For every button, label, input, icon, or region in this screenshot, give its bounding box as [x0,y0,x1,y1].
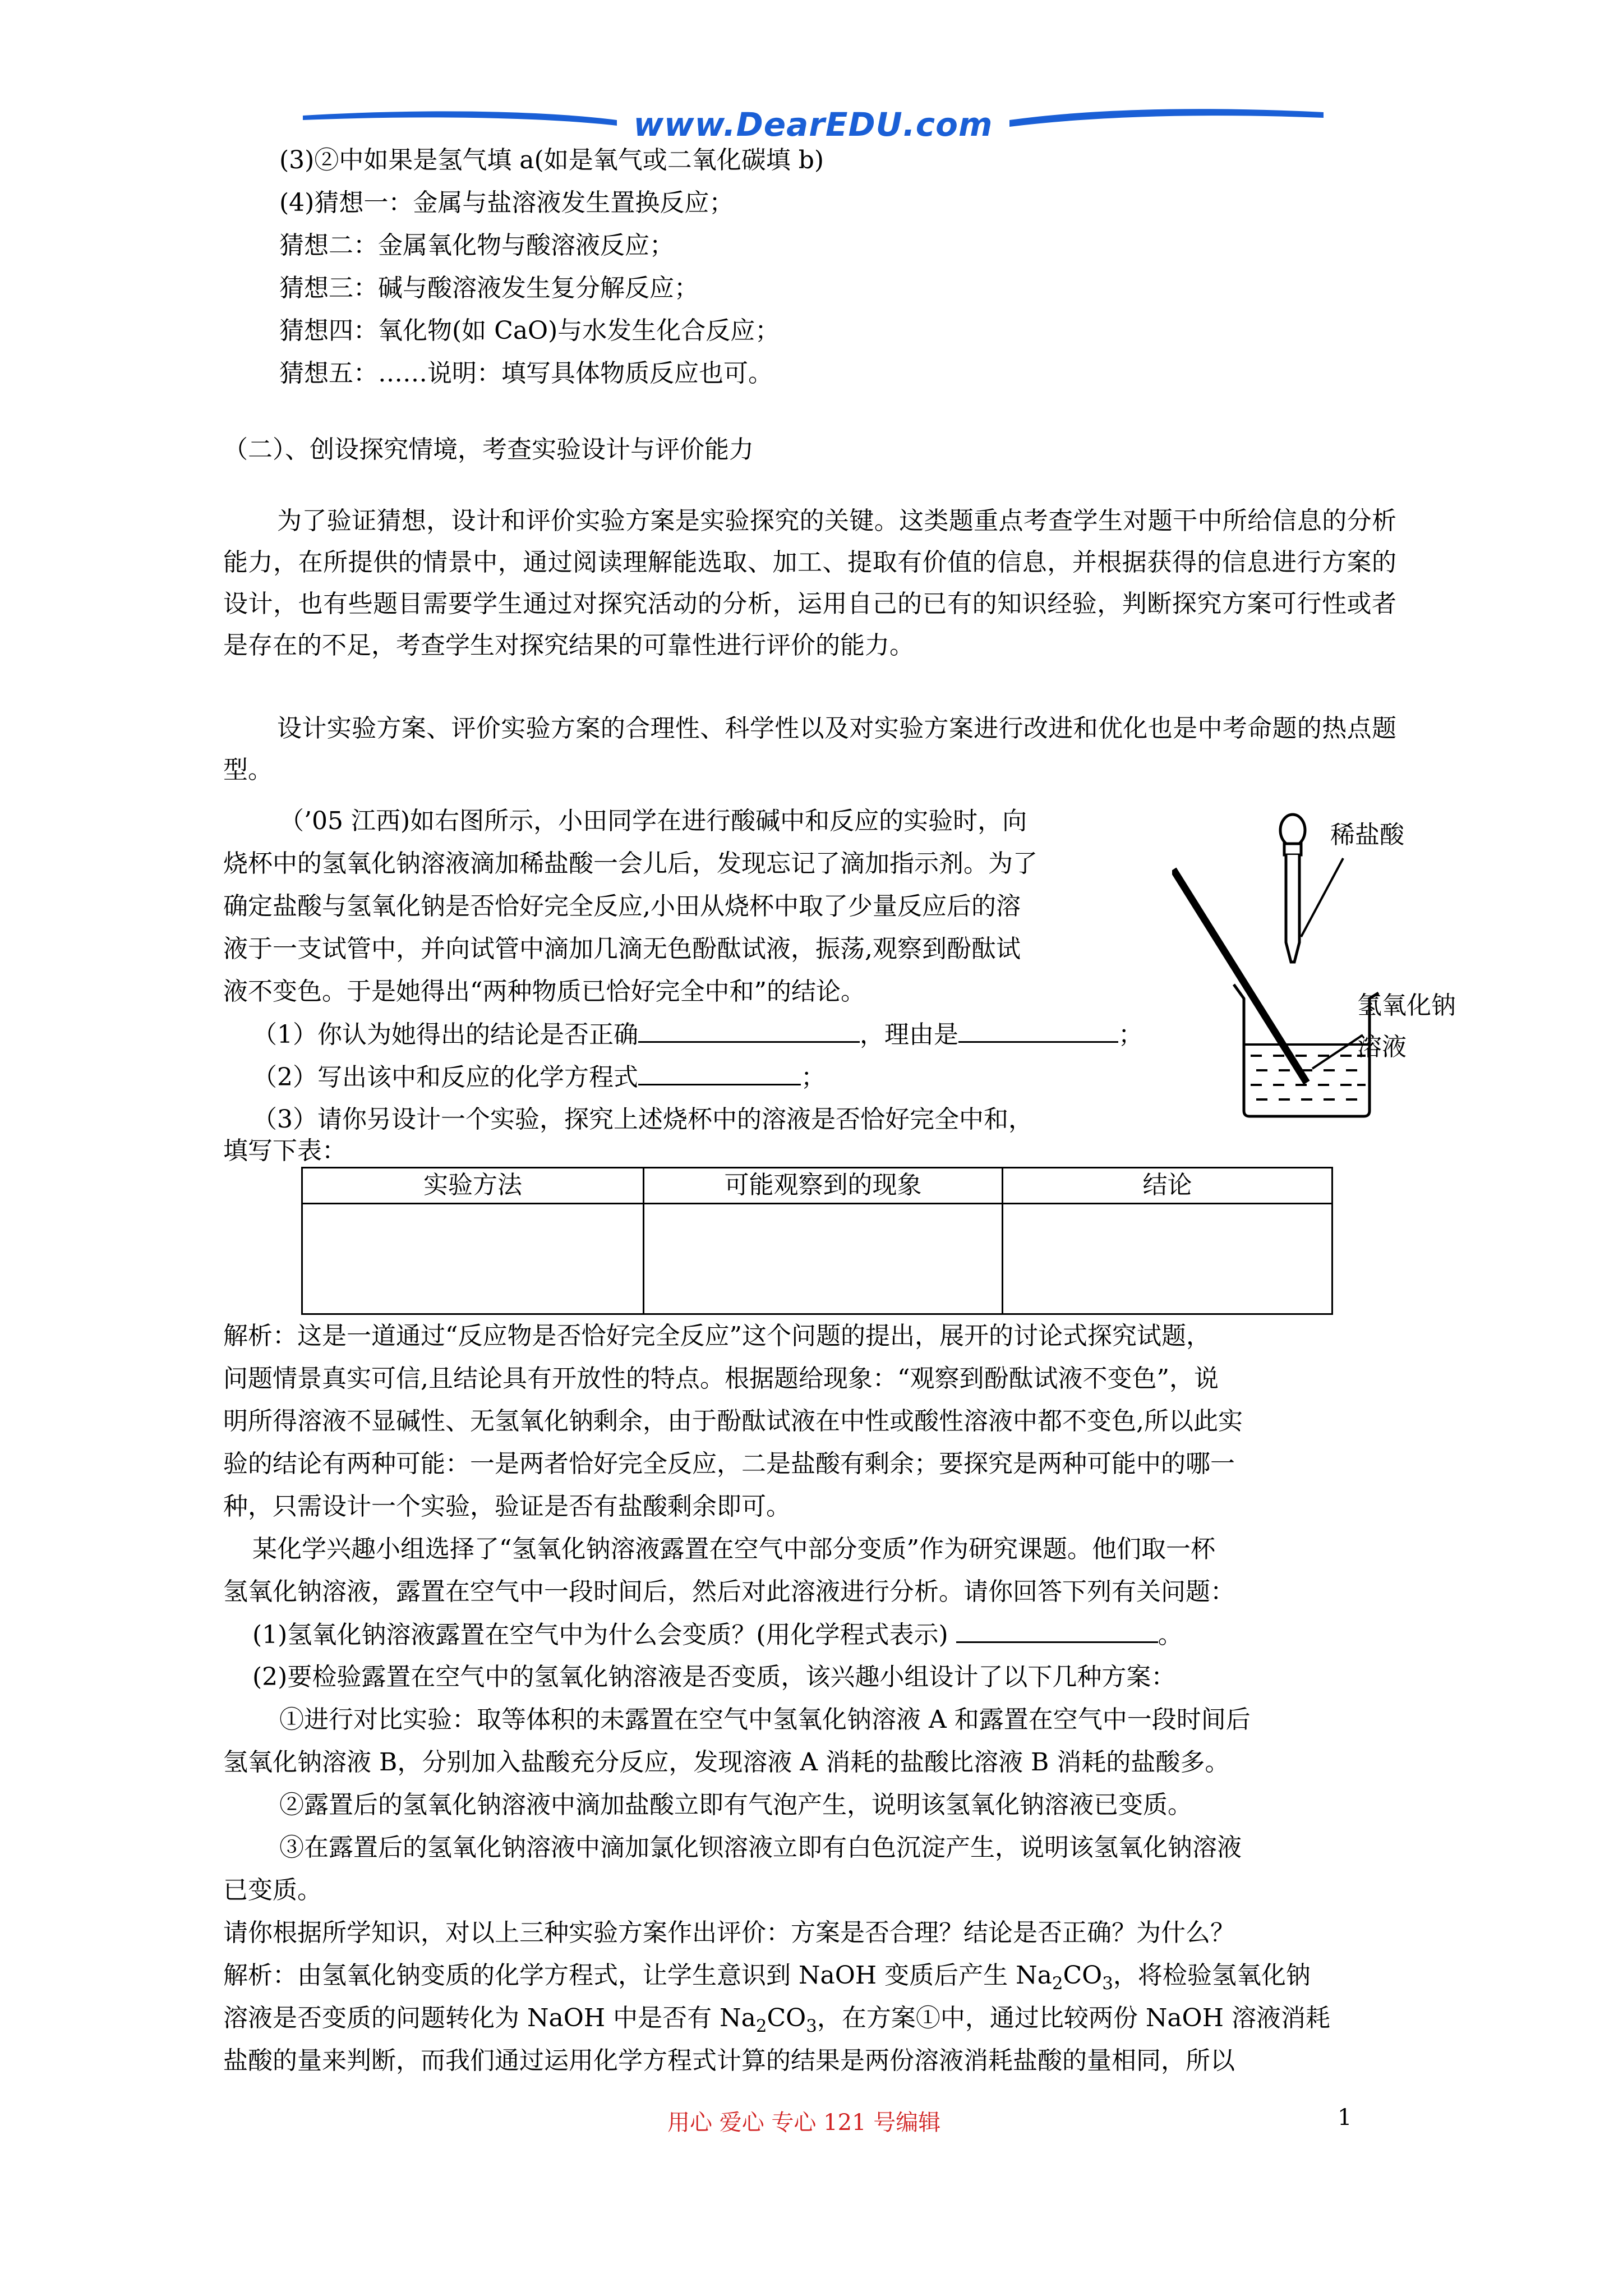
question-1-reason: ，理由是 [860,1020,958,1049]
analysis-line: 验的结论有两种可能：一是两者恰好完全反应，二是盐酸有剩余；要探究是两种可能中的哪一 [223,1450,1235,1478]
final-analysis-line-1 [223,1960,1311,1999]
question-3: （3）请你另设计一个实验，探究上述烧杯中的溶液是否恰好完全中和， [252,1105,1033,1134]
hotspot-paragraph: 设计实验方案、评价实验方案的合理性、科学性以及对实验方案进行改进和优化也是中考命题的热点题型。 [223,714,1396,784]
answer-blank[interactable] [958,1019,1118,1043]
table-cell-phenomenon[interactable] [644,1204,1003,1313]
subscript: 2 [755,2016,767,2036]
site-url[interactable]: www.DearEDU.com [633,105,993,144]
example-line: （’05 江西)如右图所示，小田同学在进行酸碱中和反应的实验时，向 [279,807,1027,835]
analysis-line: 问题情景真实可信,且结论具有开放性的特点。根据题给现象：“观察到酚酞试液不变色”，说 [223,1364,1219,1393]
beaker-figure [1172,802,1486,1150]
final-analysis-line-2 [223,2003,1330,2042]
table-header-conclusion: 结论 [1003,1168,1331,1204]
group-question-1-end: 。 [1158,1621,1183,1649]
label-solution: 溶液 [1357,1033,1407,1061]
plan-line: ③在露置后的氢氧化钠溶液中滴加氯化钡溶液立即有白色沉淀产生，说明该氢氧化钠溶液 [279,1833,1242,1862]
example-line: 液于一支试管中，并向试管中滴加几滴无色酚酞试液，振荡,观察到酚酞试 [223,935,1021,963]
group-line: 某化学兴趣小组选择了“氢氧化钠溶液露置在空气中部分变质”作为研究课题。他们取一杯 [252,1535,1215,1563]
footer-text: 用心 爱心 专心 121 号编辑 [667,2110,941,2136]
guess-line-4: 猜想四：氧化物(如 CaO)与水发生化合反应； [279,316,780,345]
plan-line: 请你根据所学知识，对以上三种实验方案作出评价：方案是否合理？结论是否正确？为什么？ [223,1918,1235,1947]
plan-line: 氢氧化钠溶液 B，分别加入盐酸充分反应，发现溶液 A 消耗的盐酸比溶液 B 消耗的盐酸多。 [223,1748,1230,1777]
answer-blank[interactable] [638,1019,860,1043]
plan-line: 已变质。 [223,1876,322,1904]
group-question-1 [252,1619,1183,1651]
subscript: 3 [1102,1973,1113,1994]
site-header [303,101,1324,151]
final-analysis-line-3: 盐酸的量来判断，而我们通过运用化学方程式计算的结果是两份溶液消耗盐酸的量相同，所以 [223,2046,1235,2075]
group-line: 氢氧化钠溶液，露置在空气中一段时间后，然后对此溶液进行分析。请你回答下列有关问题： [223,1577,1235,1606]
answer-line-4: (4)猜想一：金属与盐溶液发生置换反应； [279,188,734,217]
final-text: 解析：由氢氧化钠变质的化学方程式，让学生意识到 NaOH 变质后产生 Na [223,1961,1052,1990]
table-cell-method[interactable] [303,1204,644,1313]
subscript: 2 [1052,1973,1063,1994]
guess-line-3: 猜想三：碱与酸溶液发生复分解反应； [279,274,699,302]
guess-line-2: 猜想二：金属氧化物与酸溶液反应； [279,231,674,260]
final-text: ，在方案①中，通过比较两份 NaOH 溶液消耗 [817,2004,1330,2032]
question-1-end: ； [1118,1020,1143,1049]
question-1 [252,1019,1143,1051]
question-1-text: （1）你认为她得出的结论是否正确 [252,1020,638,1049]
question-3-tail: 填写下表： [223,1137,347,1165]
example-line: 烧杯中的氢氧化钠溶液滴加稀盐酸一会儿后，发现忘记了滴加指示剂。为了 [223,849,1038,878]
subscript: 3 [806,2016,817,2036]
section-heading: （二）、创设探究情境，考查实验设计与评价能力 [223,435,754,464]
final-text: ，将检验氢氧化钠 [1113,1961,1311,1990]
group-question-2: (2)要检验露置在空气中的氢氧化钠溶液是否变质，该兴趣小组设计了以下几种方案： [252,1663,1176,1691]
label-naoh: 氢氧化钠 [1357,991,1456,1020]
label-dilute-hcl: 稀盐酸 [1330,821,1404,849]
final-text: 溶液是否变质的问题转化为 NaOH 中是否有 Na [223,2004,756,2032]
analysis-line: 种，只需设计一个实验，验证是否有盐酸剩余即可。 [223,1492,791,1521]
example-line: 液不变色。于是她得出“两种物质已恰好完全中和”的结论。 [223,977,865,1006]
intro-paragraph: 为了验证猜想，设计和评价实验方案是实验探究的关键。这类题重点考查学生对题干中所给信息的分析能力，在所提供的情景中，通过阅读理解能选取、加工、提取有价值的信息，并根据获得的信息进行方案的设计，也有些题目需要学生通过对探究活动的分析，运用自己的已有的知识经验，判断探究方案可行性或者是存在的不足，考查学生对探究结果的可靠性进行评价的能力。 [223,507,1396,660]
final-text: CO [767,2004,806,2032]
page-number: 1 [1338,2105,1352,2131]
answer-blank[interactable] [638,1061,801,1085]
answer-line-3: (3)②中如果是氢气填 a(如是氧气或二氧化碳填 b) [279,146,824,174]
analysis-line: 明所得溶液不显碱性、无氢氧化钠剩余，由于酚酞试液在中性或酸性溶液中都不变色,所以此实 [223,1407,1243,1435]
question-2-text: （2）写出该中和反应的化学方程式 [252,1063,638,1092]
table-cell-conclusion[interactable] [1003,1204,1331,1313]
plan-line: ①进行对比实验：取等体积的未露置在空气中氢氧化钠溶液 A 和露置在空气中一段时间后 [279,1705,1251,1734]
final-text: CO [1063,1961,1103,1990]
example-line: 确定盐酸与氢氧化钠是否恰好完全反应,小田从烧杯中取了少量反应后的溶 [223,892,1021,921]
table-header-method: 实验方法 [303,1168,644,1204]
guess-line-5: 猜想五：……说明：填写具体物质反应也可。 [279,359,773,388]
table-header-phenomenon: 可能观察到的现象 [644,1168,1003,1204]
answer-blank[interactable] [956,1619,1158,1643]
experiment-table [301,1167,1333,1315]
question-2 [252,1061,826,1093]
analysis-line: 解析：这是一道通过“反应物是否恰好完全反应”这个问题的提出，展开的讨论式探究试题， [223,1322,1211,1350]
question-2-end: ； [801,1063,826,1092]
plan-line: ②露置后的氢氧化钠溶液中滴加盐酸立即有气泡产生，说明该氢氧化钠溶液已变质。 [279,1791,1192,1819]
beaker-dropper-icon [1172,802,1486,1150]
group-question-1-text: (1)氢氧化钠溶液露置在空气中为什么会变质？(用化学程式表示) [252,1621,948,1649]
